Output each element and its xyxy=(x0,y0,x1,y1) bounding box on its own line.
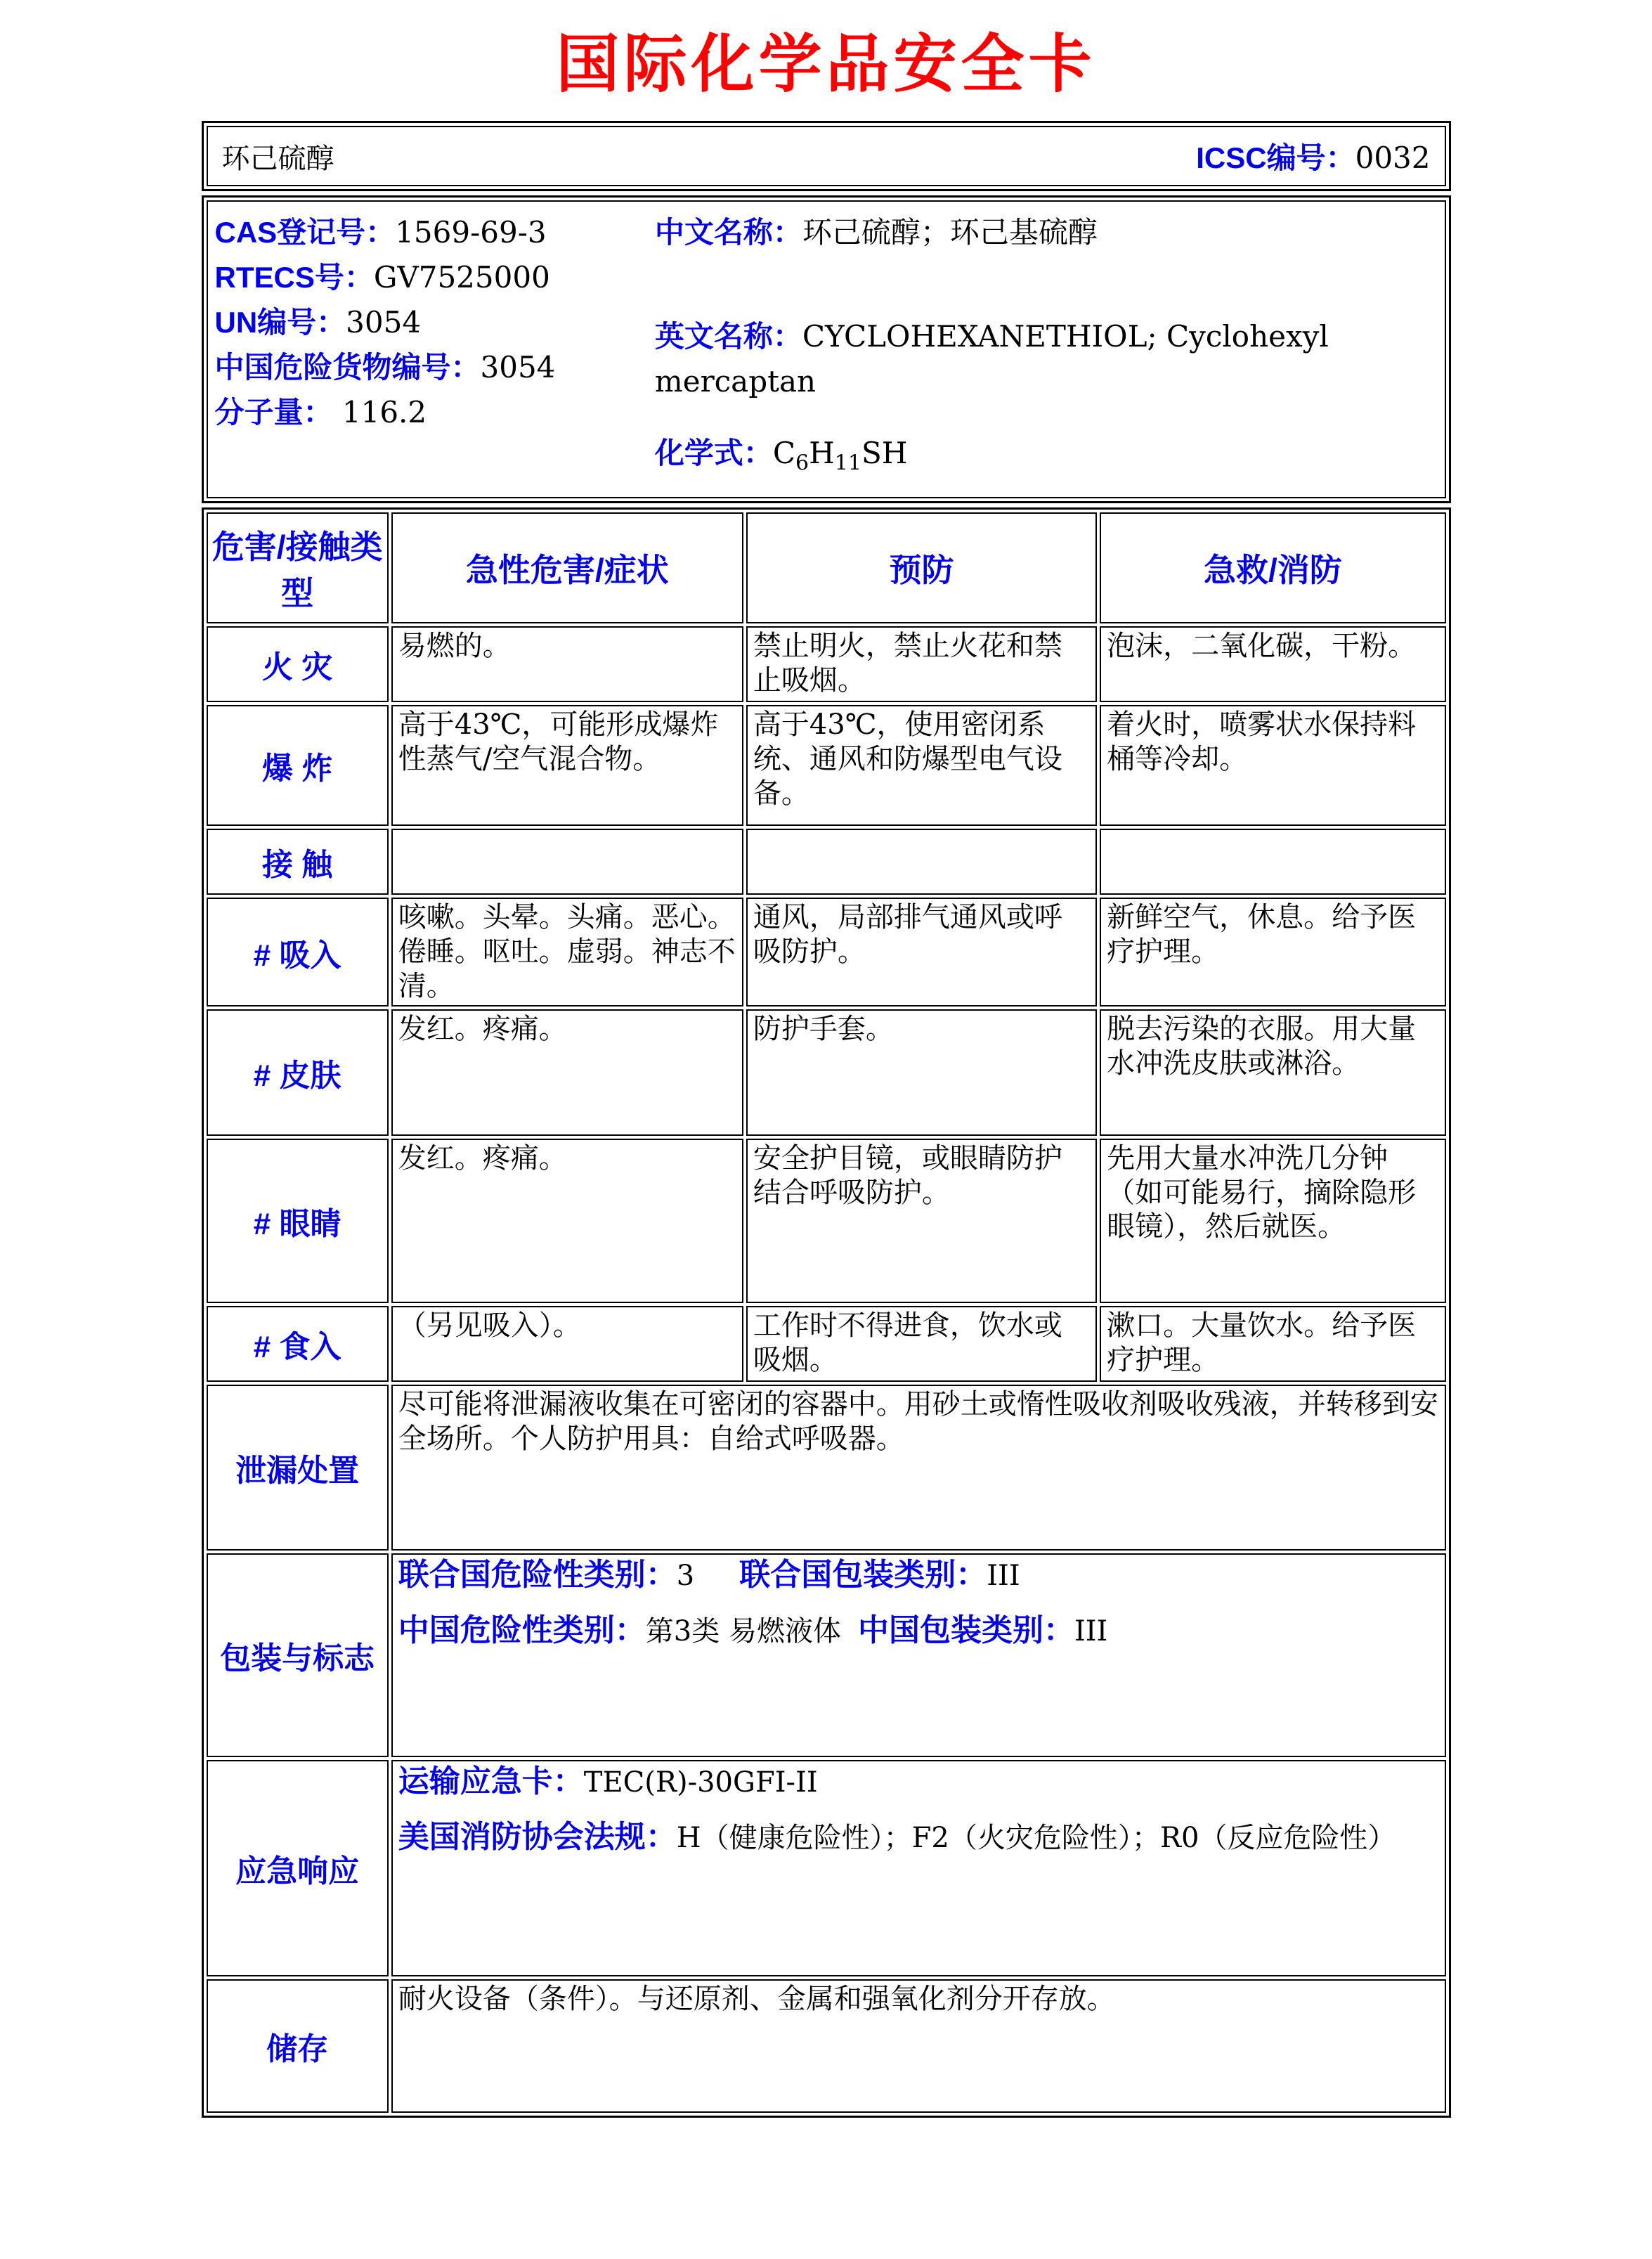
info-row-cas: CAS登记号：1569-69-3 xyxy=(214,215,547,250)
cell-inhalation-firefighting: 新鲜空气，休息。给予医疗护理。 xyxy=(1100,898,1445,1006)
cell-ingestion-firefighting: 漱口。大量饮水。给予医疗护理。 xyxy=(1100,1306,1445,1382)
cell-skin-firefighting: 脱去污染的衣服。用大量水冲洗皮肤或淋浴。 xyxy=(1100,1009,1445,1136)
cell-exposure-symptoms xyxy=(391,829,743,895)
row-label-explosion: 爆 炸 xyxy=(207,705,389,826)
info-row-un: UN编号：3054 xyxy=(214,305,422,339)
cell-fire-prevention: 禁止明火，禁止火花和禁止吸烟。 xyxy=(746,626,1097,702)
row-label-eyes: # 眼睛 xyxy=(207,1139,389,1303)
row-label-storage: 储存 xyxy=(207,1979,389,2113)
table-row-fire xyxy=(207,626,1446,702)
cell-fire-firefighting: 泡沫，二氧化碳，干粉。 xyxy=(1100,626,1445,702)
table-row-eyes xyxy=(207,1139,1446,1303)
icsc-card xyxy=(202,121,1451,2118)
row-label-ingestion: # 食入 xyxy=(207,1306,389,1382)
cell-ingestion-symptoms: （另见吸入）。 xyxy=(391,1306,743,1382)
table-row-explosion xyxy=(207,705,1446,826)
info-box xyxy=(202,195,1451,503)
chemical-formula: $C_6H_{11}SH$ xyxy=(772,436,908,476)
table-row-emergency-response xyxy=(207,1760,1446,1976)
icsc-value: 0032 xyxy=(1355,141,1431,175)
cell-eyes-firefighting: 先用大量水冲洗几分钟（如可能易行，摘除隐形眼镜），然后就医。 xyxy=(1100,1139,1445,1303)
cell-packaging-content xyxy=(391,1553,1446,1757)
cell-skin-symptoms: 发红。疼痛。 xyxy=(391,1009,743,1136)
packaging-un-line: 联合国危险性类别：3 联合国包装类别：III xyxy=(398,1557,1020,1592)
info-row-chinese-name: 中文名称：环己硫醇；环己基硫醇 xyxy=(654,215,1098,250)
table-row-ingestion xyxy=(207,1306,1446,1382)
cell-explosion-firefighting: 着火时，喷雾状水保持料桶等冷却。 xyxy=(1100,705,1445,826)
table-header-row xyxy=(207,512,1446,623)
cell-inhalation-symptoms: 咳嗽。头晕。头痛。恶心。倦睡。呕吐。虚弱。神志不清。 xyxy=(391,898,743,1006)
table-row-skin xyxy=(207,1009,1446,1136)
cell-exposure-prevention xyxy=(746,829,1097,895)
cell-inhalation-prevention: 通风，局部排气通风或呼吸防护。 xyxy=(746,898,1097,1006)
cell-skin-prevention: 防护手套。 xyxy=(746,1009,1097,1136)
row-label-inhalation: # 吸入 xyxy=(207,898,389,1006)
cell-explosion-prevention: 高于43℃，使用密闭系统、通风和防爆型电气设备。 xyxy=(746,705,1097,826)
row-label-emergency-response: 应急响应 xyxy=(207,1760,389,1976)
column-header-hazard-type: 危害/接触类型 xyxy=(207,512,389,623)
emergency-nfpa-line: 美国消防协会法规：H（健康危险性）；F2（火灾危险性）；R0（反应危险性） xyxy=(398,1820,1396,1855)
cell-storage-content: 耐火设备（条件）。与还原剂、金属和强氧化剂分开存放。 xyxy=(391,1979,1446,2113)
column-header-prevention: 预防 xyxy=(746,512,1097,623)
info-row-rtecs: RTECS号：GV7525000 xyxy=(214,260,550,294)
row-label-spill-disposal: 泄漏处置 xyxy=(207,1385,389,1551)
chemical-name: 环己硫醇 xyxy=(221,142,334,175)
name-strip xyxy=(202,121,1451,191)
cell-eyes-symptoms: 发红。疼痛。 xyxy=(391,1139,743,1303)
row-label-skin: # 皮肤 xyxy=(207,1009,389,1136)
info-row-formula: 化学式：$C_6H_{11}SH$ xyxy=(654,436,908,476)
info-row-molweight: 分子量： 116.2 xyxy=(214,395,427,429)
info-row-cn-dangerous-goods: 中国危险货物编号：3054 xyxy=(214,350,556,384)
row-label-fire: 火 灾 xyxy=(207,626,389,702)
cell-emergency-content xyxy=(391,1760,1446,1976)
column-header-firefighting: 急救/消防 xyxy=(1100,512,1445,623)
info-left-column xyxy=(215,210,655,486)
table-row-spill-disposal xyxy=(207,1385,1446,1551)
cell-explosion-symptoms: 高于43℃，可能形成爆炸性蒸气/空气混合物。 xyxy=(391,705,743,826)
info-row-english-name: 英文名称：CYCLOHEXANETHIOL; Cyclohexyl mercaptan xyxy=(654,319,1329,399)
row-label-packaging-labeling: 包装与标志 xyxy=(207,1553,389,1757)
info-right-column xyxy=(655,210,1438,486)
table-row-storage xyxy=(207,1979,1446,2113)
cell-eyes-prevention: 安全护目镜，或眼睛防护结合呼吸防护。 xyxy=(746,1139,1097,1303)
cell-exposure-firefighting xyxy=(1100,829,1445,895)
cell-fire-symptoms: 易燃的。 xyxy=(391,626,743,702)
column-header-symptoms: 急性危害/症状 xyxy=(391,512,743,623)
emergency-tec-line: 运输应急卡：TEC(R)-30GFI-II xyxy=(398,1763,818,1799)
hazard-table xyxy=(202,507,1451,2117)
table-row-exposure xyxy=(207,829,1446,895)
row-label-exposure: 接 触 xyxy=(207,829,389,895)
page-title: 国际化学品安全卡 xyxy=(556,27,1096,101)
table-row-packaging-labeling xyxy=(207,1553,1446,1757)
icsc-label: ICSC编号： xyxy=(1196,141,1355,174)
table-row-inhalation xyxy=(207,898,1446,1006)
packaging-cn-line: 中国危险性类别：第3类 易燃液体 中国包装类别：III xyxy=(398,1613,1108,1648)
icsc-number xyxy=(1196,135,1430,177)
cell-ingestion-prevention: 工作时不得进食，饮水或吸烟。 xyxy=(746,1306,1097,1382)
cell-spill-content: 尽可能将泄漏液收集在可密闭的容器中。用砂土或惰性吸收剂吸收残液，并转移到安全场所。个人防护用具：自给式呼吸器。 xyxy=(391,1385,1446,1551)
